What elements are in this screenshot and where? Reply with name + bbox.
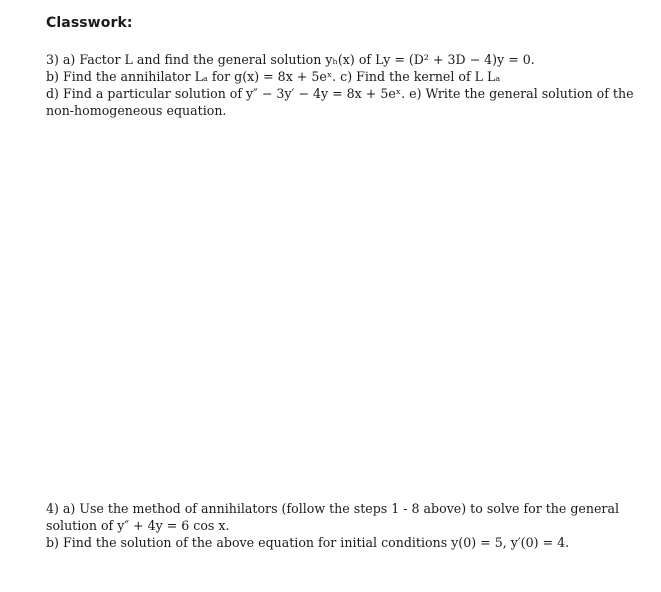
problem-3 [46, 51, 634, 119]
problem-4-line-b: b) Find the solution of the above equation for initial conditions y(0) = 5, y′(0) = 4. [46, 535, 570, 550]
problem-4 [46, 500, 621, 551]
problem-3-line-continuation: non-homogeneous equation. [46, 103, 227, 118]
problem-4-line-a-continuation: solution of y″ + 4y = 6 cos x. [46, 518, 230, 533]
problem-4-line-a: 4) a) Use the method of annihilators (follow the steps 1 - 8 above) to solve for the general [46, 501, 619, 516]
problem-3-line-d-e: d) Find a particular solution of y″ − 3y′ − 4y = 8x + 5eˣ. e) Write the general solution of the [46, 86, 634, 101]
problem-3-line-a: 3) a) Factor L and find the general solution yₕ(x) of Ly = (D² + 3D − 4)y = 0. [46, 52, 535, 67]
page-title: Classwork: [46, 15, 133, 31]
problem-3-line-b-c: b) Find the annihilator Lₐ for g(x) = 8x + 5eˣ. c) Find the kernel of L Lₐ [46, 69, 501, 84]
